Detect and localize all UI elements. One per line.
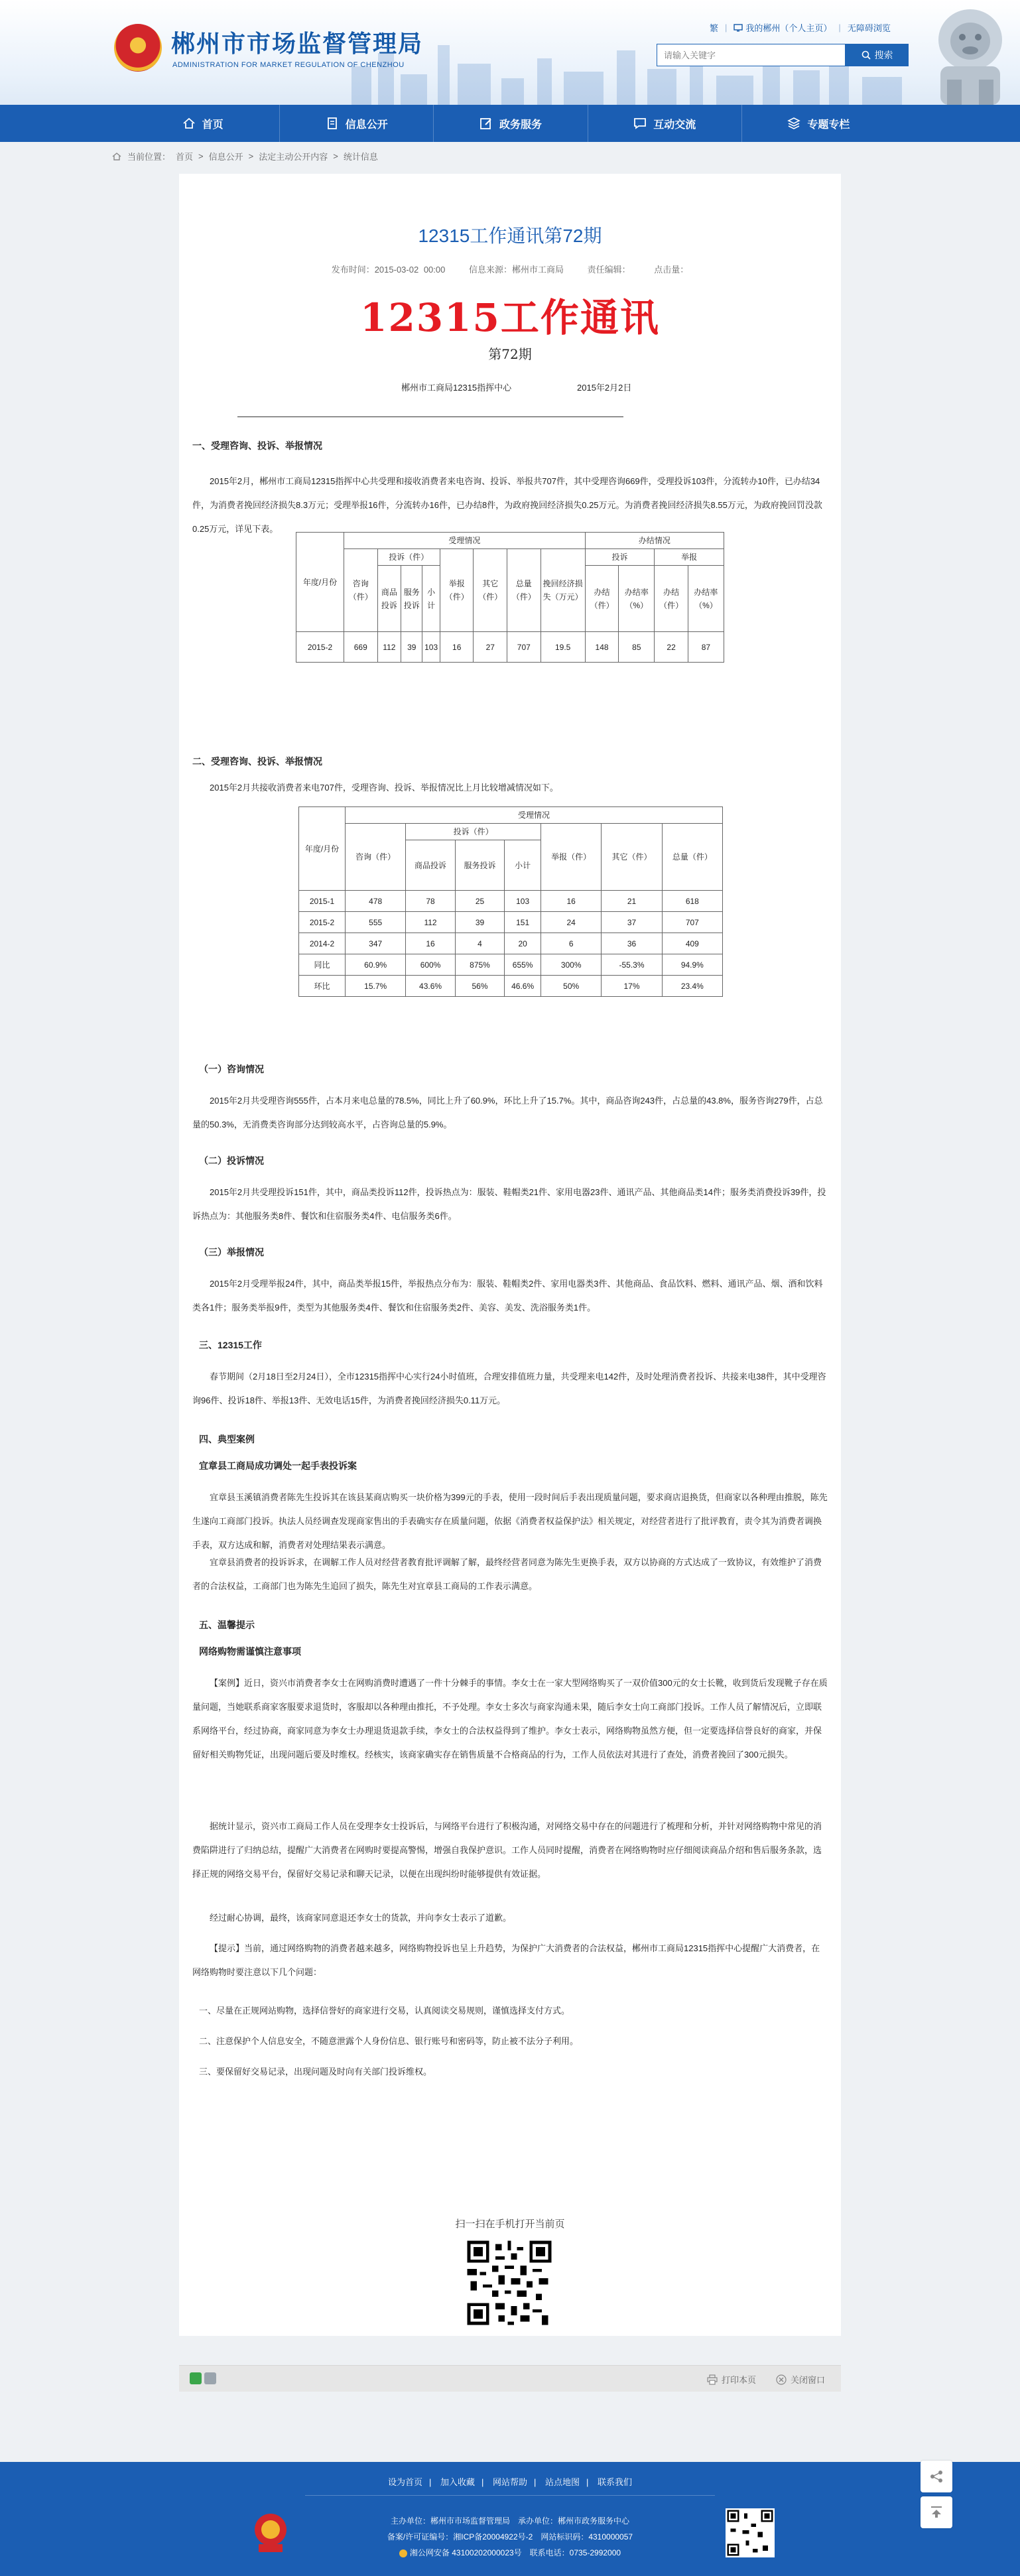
site-footer [0,2462,1020,2576]
subsection-heading: （二）投诉情况 [199,1155,264,1166]
editor: 责任编辑： [587,265,631,275]
breadcrumb-separator: > [333,151,338,161]
table-cell: 300% [541,954,602,976]
bulletin-date: 2015年2月2日 [577,383,632,393]
tip-item: 二、注意保护个人信息安全，不随意泄露个人身份信息、银行账号和密码等，防止被不法分子利用。 [199,2036,579,2046]
table-cell: 2015-1 [299,891,346,912]
th-group-received: 受理情况 [346,807,723,824]
th-period: 年度/月份 [299,807,346,891]
bulletin-issue: 第72期 [488,346,532,362]
layers-icon [787,117,800,130]
paragraph: 2015年2月，郴州市工商局12315指挥中心共受理和接收消费者来电咨询、投诉、举报共707件，其中受理咨询669件，受理投诉103件，分流转办10件，已办结34件，为消费者挽回经济损失8.3万元；受理举报16件，分流转办16件，已办结8件，为政府挽回经济损失0.25万元。为消费者挽回经济损失8.55万元，为政府挽回罚没款0.25万元，详见下表。 [192,476,822,534]
th-rate: 办结率（%） [619,566,655,632]
footer-link-help[interactable]: 网站帮助 [492,2477,527,2487]
back-to-top-button[interactable] [921,2496,952,2528]
wechat-share-icon[interactable] [190,2372,202,2384]
table-cell: 112 [377,632,401,663]
location-home-icon [111,151,122,162]
table-cell: 85 [619,632,655,663]
table-cell: 46.6% [505,976,541,997]
footer-link-sitemap[interactable]: 站点地图 [545,2477,580,2487]
stone-lion-decoration [921,0,1020,105]
breadcrumb-separator: > [248,151,254,161]
th-consult: 咨询（件） [344,549,378,632]
article-meta [179,263,841,275]
paragraph: 经过耐心协调，最终，该商家同意退还李女士的货款，并向李女士表示了道歉。 [210,1913,512,1923]
table-cell: 2014-2 [299,933,346,954]
th-service: 服务投诉 [401,566,422,632]
search-button[interactable] [846,44,909,66]
table-cell: 16 [440,632,474,663]
police-badge-icon [399,2549,407,2557]
print-button[interactable] [707,2373,756,2386]
table-cell: 555 [346,912,406,933]
paragraph: 2015年2月共受理咨询555件，占本月来电总量的78.5%，同比上升了60.9%，环比上升了15.7%。其中，商品咨询243件，占总量的43.8%，服务咨询279件，占总量的50.3%，无消费类咨询部分达到较高水平，占咨询总量的5.9%。 [192,1096,823,1129]
paragraph: 【提示】当前，通过网络购物的消费者越来越多，网络购物投诉也呈上升趋势，为保护广大消费者的合法权益，郴州市工商局12315指挥中心提醒广大消费者，在网络购物时要注意以下几个问题： [192,1943,820,1977]
printer-icon [707,2374,718,2385]
footer-links: 设为首页 | 加入收藏 | 网站帮助 | 站点地图 | 联系我们 [387,2477,633,2487]
table-cell: 6 [541,933,602,954]
accessibility-link[interactable]: 无障碍浏览 [847,23,891,33]
other-share-icon[interactable] [204,2372,216,2384]
footer-police-text: 湘公网安备 43100202000023号 联系电话：0735-2992000 [409,2548,621,2557]
paragraph: 2015年2月共受理投诉151件，其中，商品类投诉112件，投诉热点为：服装、鞋帽类21件、家用电器23件、通讯产品、其他商品类14件；服务类消费投诉39件，投诉热点为：其他服务类8件、餐饮和住宿服务类4件、电信服务类6件。 [192,1187,826,1221]
footer-police-info [0,2547,1020,2558]
th-subtotal: 小计 [422,566,440,632]
table-cell: 112 [406,912,455,933]
th-subtotal: 小计 [505,840,541,891]
paragraph: 宜章县玉溪镇消费者陈先生投诉其在该县某商店购买一块价格为399元的手表，使用一段时间后手表出现质量问题，要求商店退换货，但商家以各种理由推脱，陈先生遂向工商部门投诉。执法人员经调查发现商家售出的手表确实存在质量问题，依据《消费者权益保护法》相关规定，对经营者进行了批评教育，责令其为消费者调换手表，双方达成和解，消费者对处理结果表示满意。 [192,1492,828,1550]
th-rate: 办结率（%） [688,566,724,632]
table-cell: 24 [541,912,602,933]
table-cell: 22 [655,632,688,663]
table-cell: 151 [505,912,541,933]
paragraph: 【案例】近日，资兴市消费者李女士在网购消费时遭遇了一件十分棘手的事情。李女士在一家大型网络购买了一双价值300元的女士长靴，收到货后发现靴子存在质量问题，当她联系商家客服要求退货时，客服却以各种理由推托，不予处理。李女士多次与商家沟通未果，随后李女士向工商部门投诉。工作人员了解情况后，立即联系网络平台，经过协商，商家同意为李女士办理退货退款手续，李女士的合法权益得到了维护。李女士表示，网络购物虽然方便，但一定要选择信誉良好的商家，并保留好相关购物凭证，出现问题后要及时维权。经核实，该商家确实存在销售质量不合格商品的行为，工作人员依法对其进行了查处，消费者挽回了300元损失。 [192,1678,828,1760]
footer-icp-info: 备案/许可证编号：湘ICP备20004922号-2 网站标识码：4310000057 [387,2532,633,2542]
table-row [299,912,723,933]
bulletin-org: 郴州市工商局12315指挥中心 [401,383,512,393]
nav-item-home[interactable] [126,105,280,142]
personal-home-label: 我的郴州（个人主页） [745,23,832,33]
table-cell: 19.5 [541,632,585,663]
arrow-up-icon [929,2505,944,2520]
article-tools-bar [179,2365,841,2392]
table-cell: 655% [505,954,541,976]
tip-heading: 网络购物需谨慎注意事项 [199,1646,301,1657]
table-cell: 2015-2 [299,912,346,933]
personal-home-link[interactable] [733,21,832,34]
table-cell: 39 [455,912,504,933]
subsection-heading: （三）举报情况 [199,1247,264,1257]
th-group-received: 受理情况 [344,533,586,549]
nav-item-services-label: 政务服务 [499,119,542,131]
publish-date: 发布时间：2015-03-02 00:00 [331,265,446,275]
table-row [296,632,724,663]
subsection-heading: （一）咨询情况 [199,1064,264,1074]
table-cell: 39 [401,632,422,663]
breadcrumb-item-home[interactable]: 首页 [176,152,194,162]
nav-item-info-label: 信息公开 [345,119,388,131]
th-period: 年度/月份 [296,533,344,632]
table-cell: 17% [602,976,662,997]
qr-code-icon [464,2238,554,2328]
th-done: 办结（件） [655,566,688,632]
table-row [299,976,723,997]
breadcrumb-item-info[interactable]: 信息公开 [208,152,243,162]
table-cell: 27 [474,632,507,663]
table-cell: 43.6% [406,976,455,997]
nav-item-interaction-label: 互动交流 [653,119,696,131]
table-cell: 103 [422,632,440,663]
stats-table-1 [296,532,724,663]
th-report: 举报（件） [440,549,474,632]
th-complaint: 投诉（件） [377,549,440,566]
edit-icon [479,117,493,130]
breadcrumb-item-legal[interactable]: 法定主动公开内容 [259,152,328,162]
th-other: 其它（件） [602,824,662,891]
search-button-label: 搜索 [874,50,893,60]
chat-icon [633,117,647,130]
th-goods: 商品投诉 [406,840,455,891]
table-cell: 875% [455,954,504,976]
th-total: 总量（件） [662,824,722,891]
site-subtitle: ADMINISTRATION FOR MARKET REGULATION OF CHENZHOU [172,61,405,69]
table-row [299,891,723,912]
table-cell: 87 [688,632,724,663]
nav-items [126,105,895,142]
breadcrumb-separator: > [198,151,204,161]
table-cell: 16 [406,933,455,954]
table-cell: 23.4% [662,976,722,997]
paragraph: 2015年2月受理举报24件，其中，商品类举报15件，举报热点分布为：服装、鞋帽类2件、家用电器类3件、其他商品、食品饮料、燃料、通讯产品、烟、酒和饮料类各1件；服务类举报9件，类型为其他服务类4件、餐饮和住宿服务类2件、美容、美发、洗浴服务类1件。 [192,1279,823,1313]
section-heading: 二、受理咨询、投诉、举报情况 [192,756,322,767]
nav-item-info[interactable] [280,105,434,142]
table-cell: 618 [662,891,722,912]
breadcrumb-item-stats[interactable]: 统计信息 [343,152,378,162]
th-total: 总量（件） [507,549,541,632]
th-consult: 咨询（件） [346,824,406,891]
section-heading: 一、受理咨询、投诉、举报情况 [192,440,322,451]
tip-item: 一、尽量在正规网站购物，选择信誉好的商家进行交易，认真阅读交易规则，谨慎选择支付方式。 [199,2006,570,2016]
table-row [299,954,723,976]
table-cell: 409 [662,933,722,954]
table-row [299,933,723,954]
table-cell: 15.7% [346,976,406,997]
close-label: 关闭窗口 [790,2375,825,2385]
section-heading: 三、12315工作 [199,1340,262,1350]
table-cell: 56% [455,976,504,997]
nav-item-home-label: 首页 [202,119,223,131]
footer-host-info: 主办单位：郴州市市场监督管理局 承办单位：郴州市政务服务中心 [390,2516,629,2526]
th-done-complaint: 投诉 [585,549,655,566]
traditional-chinese-link[interactable]: 繁 [710,23,719,33]
top-links: 繁 | 我的郴州（个人主页） | 无障碍浏览 [710,23,891,33]
tip-item: 三、要保留好交易记录，出现问题及时向有关部门投诉维权。 [199,2067,432,2077]
table-cell: 同比 [299,954,346,976]
document-icon [326,117,339,130]
table-cell: 2015-2 [296,632,344,663]
table-cell: 20 [505,933,541,954]
table-cell: 16 [541,891,602,912]
share-icon [929,2469,944,2484]
table-cell: 103 [505,891,541,912]
th-report: 举报（件） [541,824,602,891]
footer-link-favorite[interactable]: 加入收藏 [440,2477,475,2487]
footer-divider [305,2495,715,2496]
footer-qr-code-icon [726,2508,775,2557]
paragraph: 2015年2月共接收消费者来电707件，受理咨询、投诉、举报情况比上月比较增减情况如下。 [210,783,558,793]
breadcrumb-prefix: 当前位置： [127,152,171,162]
article-container [179,174,841,2336]
qr-label: 扫一扫在手机打开当前页 [455,2219,565,2230]
table-cell: 50% [541,976,602,997]
table-cell: 347 [346,933,406,954]
bulletin-red-title: 12315工作通讯 [360,295,660,340]
site-title[interactable]: 郴州市市场监督管理局 [171,31,424,58]
th-other: 其它（件） [474,549,507,632]
th-loss: 挽回经济损失（万元） [541,549,585,632]
hit-count: 点击量： [654,265,689,275]
table-cell: 60.9% [346,954,406,976]
table-cell: 37 [602,912,662,933]
th-group-done: 办结情况 [585,533,724,549]
paragraph: 宜章县消费者的投诉诉求，在调解工作人员对经营者教育批评调解了解，最终经营者同意为陈先生更换手表，双方以协商的方式达成了一致协议，有效维护了消费者的合法权益，工商部门也为陈先生追回了损失，陈先生对宜章县工商局的工作表示满意。 [192,1557,822,1591]
table-cell: 4 [455,933,504,954]
section-heading: 五、温馨提示 [199,1620,255,1630]
nav-item-topics-label: 专题专栏 [807,119,850,131]
th-goods: 商品投诉 [377,566,401,632]
th-complaint: 投诉（件） [406,824,541,840]
th-service: 服务投诉 [455,840,504,891]
search-icon [861,50,871,60]
table-cell: 21 [602,891,662,912]
nav-item-interaction[interactable] [588,105,742,142]
close-icon [776,2374,787,2385]
search-input[interactable] [657,44,846,66]
share-icons [190,2372,216,2384]
close-window-button[interactable] [776,2373,825,2386]
tools-right [707,2373,825,2386]
print-label: 打印本页 [721,2375,756,2385]
table-cell: 600% [406,954,455,976]
table-cell: 环比 [299,976,346,997]
table-cell: 707 [507,632,541,663]
article-title: 12315工作通讯第72期 [418,225,602,246]
paragraph: 据统计显示，资兴市工商局工作人员在受理李女士投诉后，与网络平台进行了积极沟通，对网络交易中存在的问题进行了梳理和分析，并针对网络购物中常见的消费陷阱进行了归纳总结，提醒广大消费者在网购时要提高警惕，增强自我保护意识。工作人员同时提醒，消费者在网络购物时应仔细阅读商品介绍和售后服务条款，选择正规的网络交易平台，保留好交易记录和聊天记录，以便在出现纠纷时能够提供有效证据。 [192,1821,822,1879]
stats-table-2 [298,806,723,997]
paragraph: 春节期间（2月18日至2月24日），全市12315指挥中心实行24小时值班，合理安排值班力量，共受理来电142件，及时处理消费者投诉、共接来电38件，其中受理咨询96件、投诉18件、举报13件、无效电话15件，为消费者挽回经济损失0.11万元。 [192,1372,826,1405]
table-cell: 478 [346,891,406,912]
section-heading: 四、典型案例 [199,1434,255,1445]
table-cell: 148 [585,632,619,663]
national-emblem-logo[interactable] [114,24,162,72]
table-cell: 669 [344,632,378,663]
nav-item-topics[interactable] [742,105,895,142]
search-bar [657,44,909,66]
table-cell: 25 [455,891,504,912]
breadcrumb [111,150,378,162]
table-cell: -55.3% [602,954,662,976]
table-cell: 36 [602,933,662,954]
table-cell: 94.9% [662,954,722,976]
monitor-icon [733,24,743,32]
site-header [0,0,1020,105]
footer-link-homepage[interactable]: 设为首页 [387,2477,422,2487]
footer-link-contact[interactable]: 联系我们 [598,2477,633,2487]
th-done-report: 举报 [655,549,724,566]
table-cell: 707 [662,912,722,933]
table-cell: 78 [406,891,455,912]
home-icon [182,117,196,130]
info-source: 信息来源：郴州市工商局 [468,265,564,275]
share-float-button[interactable] [921,2461,952,2492]
case-heading: 宜章县工商局成功调处一起手表投诉案 [199,1460,357,1471]
main-nav [0,105,1020,142]
th-done: 办结（件） [585,566,619,632]
nav-item-services[interactable] [434,105,588,142]
